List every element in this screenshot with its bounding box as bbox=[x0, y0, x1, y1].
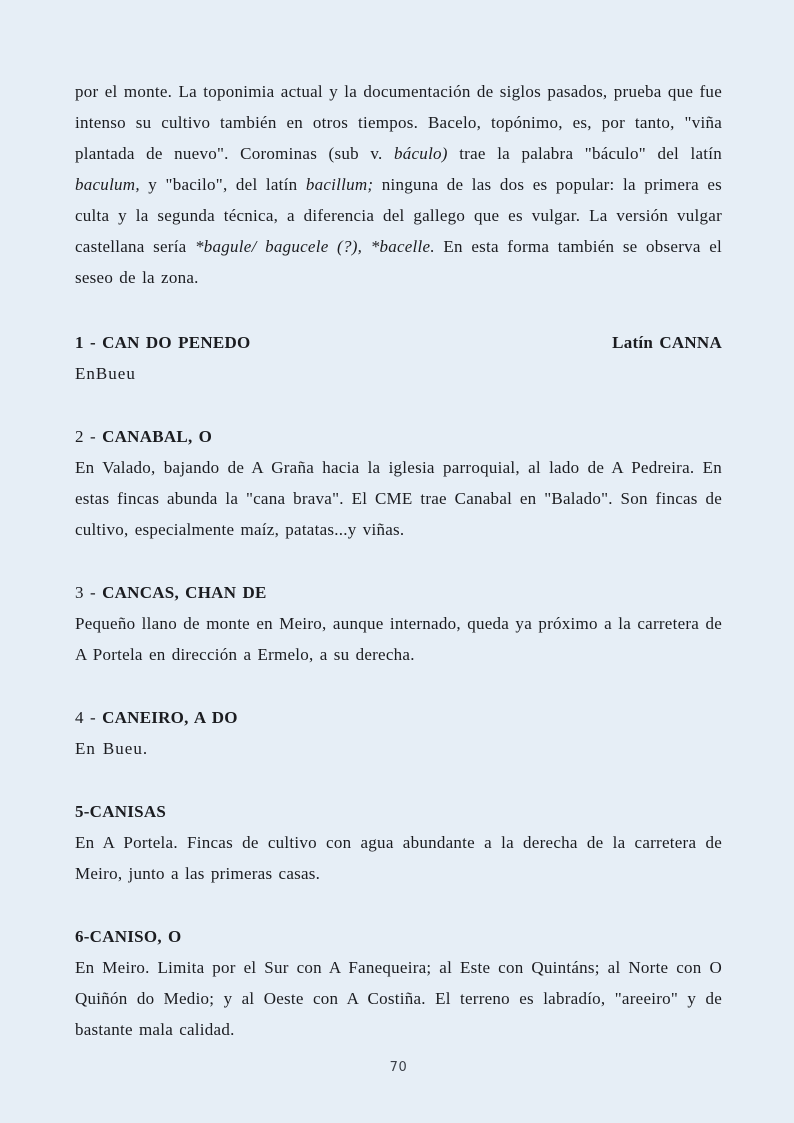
entry-title bbox=[75, 327, 250, 358]
entry-name: CAN DO PENEDO bbox=[102, 333, 251, 352]
entry-body: EnBueu bbox=[75, 364, 136, 383]
entry-number: 6- bbox=[75, 927, 90, 946]
entry-heading bbox=[75, 921, 722, 952]
toponym-entry-6 bbox=[75, 921, 722, 1045]
page-number: 70 bbox=[389, 1060, 408, 1075]
entry-name: CANISAS bbox=[89, 802, 167, 821]
entry-heading bbox=[75, 577, 722, 608]
entry-body: En Bueu. bbox=[75, 739, 149, 758]
entry-heading bbox=[75, 702, 722, 733]
toponym-entry-4 bbox=[75, 702, 722, 764]
entry-title bbox=[75, 577, 267, 608]
entry-body: En A Portela. Fincas de cultivo con agua abundante a la derecha de la carretera de Meiro, junto a las primeras casas. bbox=[75, 833, 722, 883]
toponym-entry-1 bbox=[75, 327, 722, 389]
entry-title bbox=[75, 796, 166, 827]
entry-body: Pequeño llano de monte en Meiro, aunque internado, queda ya próximo a la carretera de A Portela en dirección a Ermelo, a su derecha. bbox=[75, 614, 722, 664]
toponym-entry-3 bbox=[75, 577, 722, 670]
entry-number: 4 - bbox=[75, 708, 103, 727]
entry-title bbox=[75, 921, 182, 952]
entry-title bbox=[75, 702, 238, 733]
entry-number: 5- bbox=[75, 802, 90, 821]
entry-etymology: Latín CANNA bbox=[612, 333, 722, 352]
toponym-entry-5 bbox=[75, 796, 722, 889]
entry-title bbox=[75, 421, 212, 452]
entry-heading bbox=[75, 421, 722, 452]
intro-paragraph: por el monte. La toponimia actual y la documentación de siglos pasados, prueba que fue intenso su cultivo también en otros tiempos. Bacelo, topónimo, es, por tanto, "viña plantada de nuevo". Corominas (sub v. báculo) trae la palabra "báculo" del latín baculum, y "bacilo", del latín bacillum; ninguna de las dos es popular: la primera es culta y la segunda técnica, a diferencia del gallego que es vulgar. La versión vulgar castellana sería *bagule/ bagucele (?), *bacelle. En esta forma también se observa el seseo de la zona. bbox=[75, 82, 723, 287]
entry-number: 1 - bbox=[75, 333, 103, 352]
entry-heading bbox=[75, 796, 722, 827]
entry-name: CANEIRO, A DO bbox=[102, 708, 238, 727]
entry-name: CANISO, O bbox=[89, 927, 182, 946]
entry-name: CANCAS, CHAN DE bbox=[102, 583, 267, 602]
toponym-entry-2 bbox=[75, 421, 722, 545]
entry-name: CANABAL, O bbox=[102, 427, 213, 446]
entry-number: 3 - bbox=[75, 583, 103, 602]
entry-body: En Valado, bajando de A Graña hacia la iglesia parroquial, al lado de A Pedreira. En estas fincas abunda la "cana brava". El CME trae Canabal en "Balado". Son fincas de cultivo, especialmente maíz, patatas...y viñas. bbox=[75, 458, 722, 539]
entry-heading bbox=[75, 327, 722, 358]
entry-number: 2 - bbox=[75, 427, 103, 446]
entry-body: En Meiro. Limita por el Sur con A Fanequeira; al Este con Quintáns; al Norte con O Quiñón do Medio; y al Oeste con A Costiña. El terreno es labradío, "areeiro" y de bastante mala calidad. bbox=[75, 958, 722, 1039]
